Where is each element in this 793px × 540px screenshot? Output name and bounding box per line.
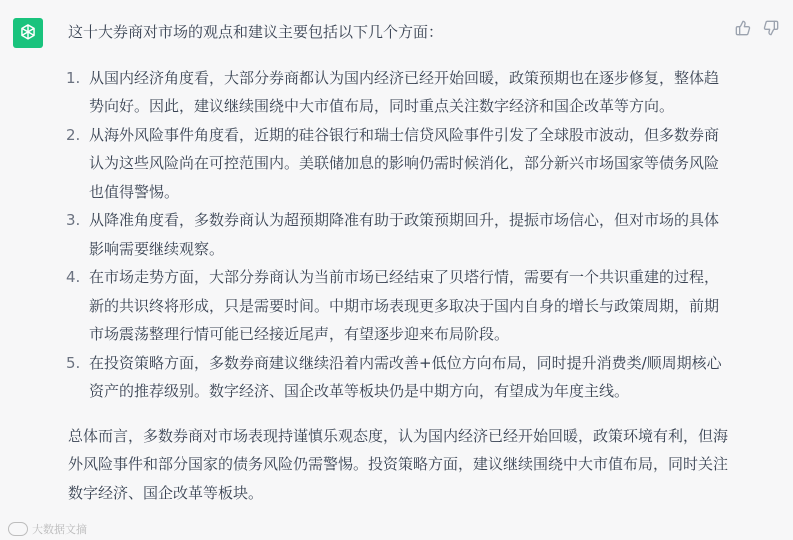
list-number: 2. [66, 125, 81, 144]
list-item-text: 从海外风险事件角度看，近期的硅谷银行和瑞士信贷风险事件引发了全球股市波动，但多数券商认为这些风险尚在可控范围内。美联储加息的影响仍需时候消化，部分新兴市场国家等债务风险也值得警惕。 [89, 125, 720, 201]
list-item-text: 从降准角度看，多数券商认为超预期降准有助于政策预期回升，提振市场信心，但对市场的具体影响需要继续观察。 [89, 211, 720, 258]
list-item-text: 在市场走势方面，大部分券商认为当前市场已经结束了贝塔行情，需要有一个共识重建的过程，新的共识终将形成，只是需要时间。中期市场表现更多取决于国内自身的增长与政策周期，前期市场震荡整理行情可能已经接近尾声，有望逐步迎来布局阶段。 [89, 268, 720, 343]
watermark [8, 521, 87, 537]
list-item-text: 从国内经济角度看，大部分券商都认为国内经济已经开始回暖，政策预期也在逐步修复，整体趋势向好。因此，建议继续围绕中大市值布局，同时重点关注数字经济和国企改革等方向。 [89, 68, 720, 115]
list-item [68, 121, 728, 207]
list-number: 4. [66, 268, 81, 286]
watermark-logo-icon [8, 522, 28, 536]
feedback-buttons [735, 20, 779, 36]
list-item [68, 64, 728, 121]
thumbs-down-button[interactable] [763, 20, 779, 36]
message-content [68, 18, 728, 507]
list-number: 3. [66, 211, 81, 229]
points-list [68, 64, 728, 406]
list-item [68, 263, 728, 349]
list-item [68, 206, 728, 263]
openai-logo-icon [17, 22, 39, 44]
message-intro: 这十大券商对市场的观点和建议主要包括以下几个方面： [68, 23, 444, 41]
list-item [68, 349, 728, 406]
thumbs-up-icon [735, 20, 751, 36]
list-item-text: 在投资策略方面，多数券商建议继续沿着内需改善+低位方向布局，同时提升消费类/顺周期核心资产的推荐级别。数字经济、国企改革等板块仍是中期方向，有望成为年度主线。 [89, 353, 722, 400]
thumbs-down-icon [763, 20, 779, 36]
watermark-text: 大数据文摘 [32, 523, 87, 536]
list-number: 1. [66, 68, 81, 87]
thumbs-up-button[interactable] [735, 20, 751, 36]
list-number: 5. [66, 353, 81, 372]
message-summary: 总体而言，多数券商对市场表现持谨慎乐观态度，认为国内经济已经开始回暖，政策环境有利，但海外风险事件和部分国家的债务风险仍需警惕。投资策略方面，建议继续围绕中大市值布局，同时关注数字经济、国企改革等板块。 [68, 426, 729, 502]
assistant-avatar [13, 18, 43, 48]
